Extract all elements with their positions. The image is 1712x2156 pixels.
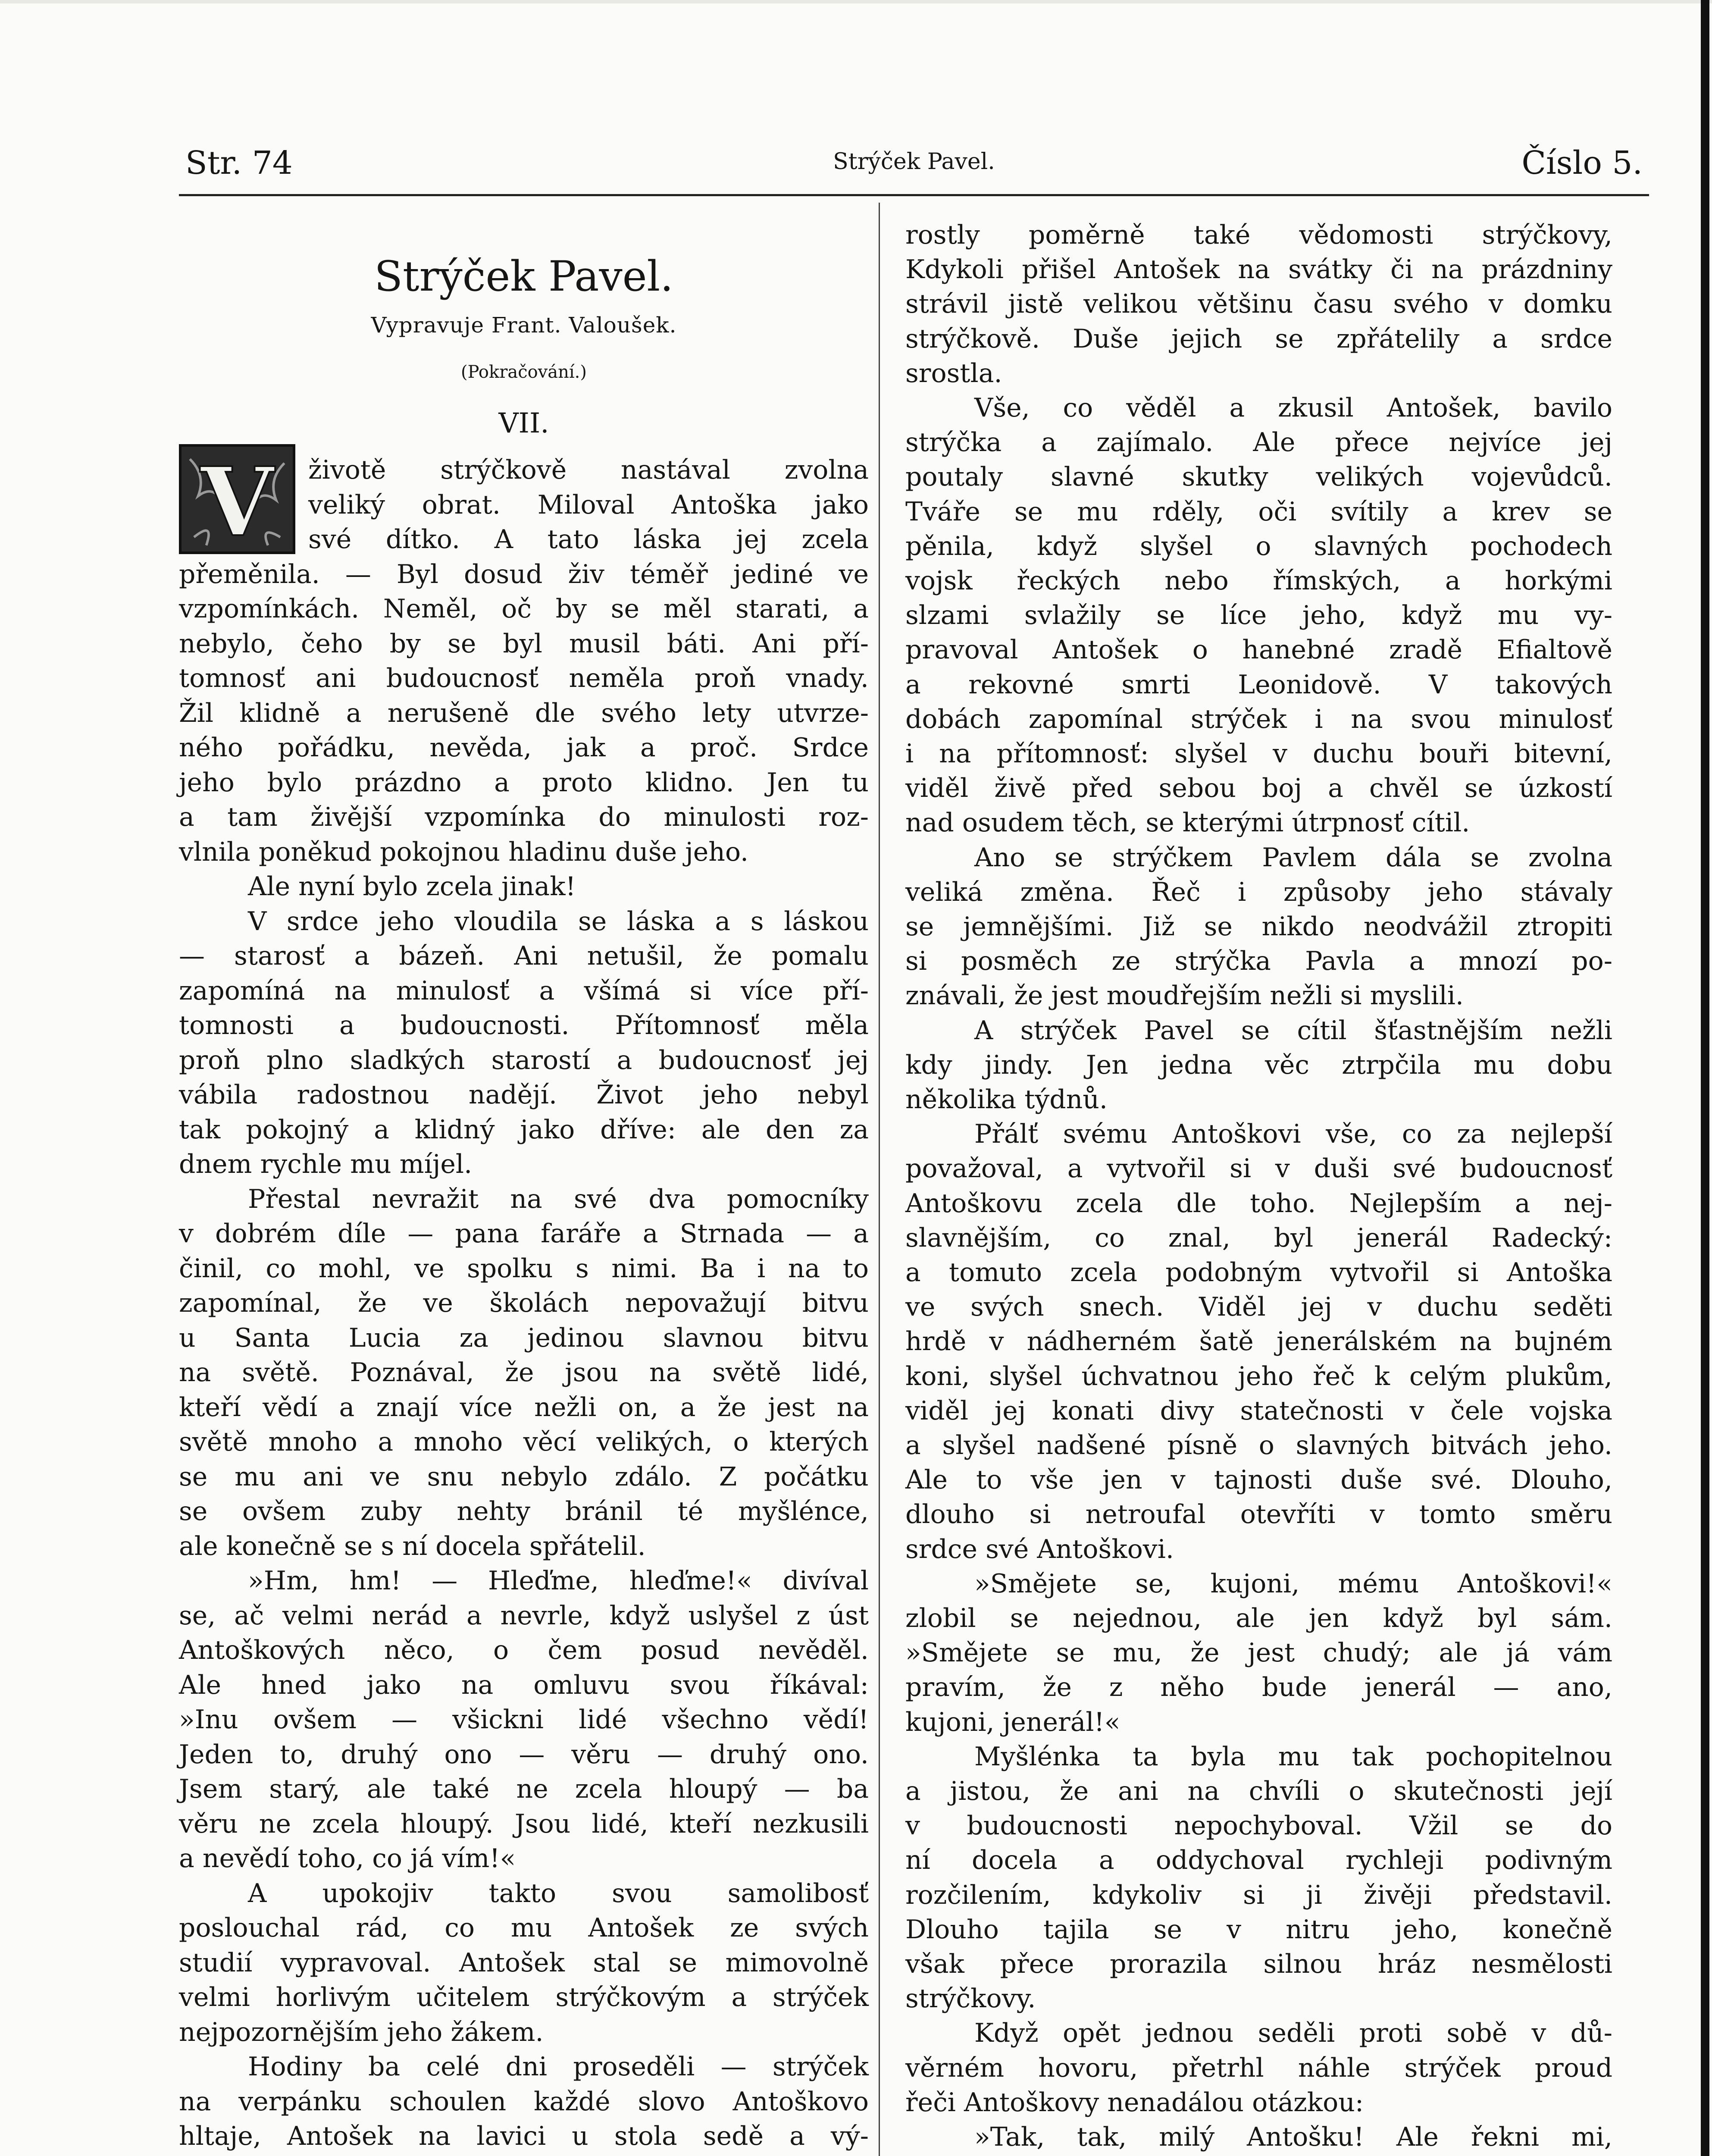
left-column [179, 0, 869, 2156]
text-line: ve svých snech. Viděl jej v duchu seděti [905, 1292, 1612, 1322]
text-line: strýčka a zajímalo. Ale přece nejvíce jej [905, 427, 1612, 458]
text-line: Hodiny ba celé dni proseděli — strýček [248, 2052, 869, 2082]
text-line: vojsk řeckých nebo římských, a horkými [905, 566, 1612, 596]
text-line: V srdce jeho vloudila se láska a s láskou [248, 906, 869, 937]
text-line: nad osudem těch, se kterými útrpnosť cítil. [905, 808, 1470, 838]
text-line: rozčilením, kdykoliv si ji živěji představil. [905, 1880, 1612, 1910]
text-line: se ovšem zuby nehty bránil té myšlénce, [179, 1496, 869, 1526]
continuation-note: (Pokračování.) [461, 362, 587, 382]
text-line [905, 2154, 1612, 2156]
text-line: Myšlénka ta byla mu tak pochopitelnou [974, 1741, 1612, 1772]
text-line: věru ne zcela hloupý. Jsou lidé, kteří nezkusili [179, 1808, 869, 1839]
text-line: Žil klidně a nerušeně dle svého lety utvrze- [179, 698, 869, 728]
text-line: Jsem starý, ale také ne zcela hloupý — ba [179, 1774, 869, 1804]
text-line: — starosť a bázeň. Ani netušil, že pomalu [179, 941, 869, 971]
text-line: Dlouho tajila se v nitru jeho, konečně [905, 1914, 1612, 1945]
text-line: Antoškových něco, o čem posud nevěděl. [179, 1635, 869, 1665]
text-line: rostly poměrně také vědomosti strýčkovy, [905, 220, 1612, 250]
text-line: viděl jej konati divy statečnosti v čele vojska [905, 1395, 1612, 1426]
text-line: zapomínal, že ve školách nepovažují bitvu [179, 1288, 869, 1318]
text-line: pěnila, když slyšel o slavných pochodech [905, 531, 1612, 561]
text-line: ní docela a oddychoval rychleji podivným [905, 1845, 1612, 1876]
text-line: A strýček Pavel se cítil šťastnějším nežli [974, 1015, 1612, 1046]
text-line: a nevědí toho, co já vím!« [179, 1843, 516, 1874]
text-line: zapomíná na minulosť a všímá si více pří- [179, 975, 869, 1006]
text-line: kteří vědí a znají více nežli on, a že jest na [179, 1392, 869, 1423]
text-line: vzpomínkách. Neměl, oč by se měl starati, a [179, 594, 869, 624]
text-line: tak pokojný a klidný jako dříve: ale den za [179, 1114, 869, 1145]
text-line: a tomuto zcela podobným vytvořil si Antoška [905, 1257, 1612, 1288]
text-line: u Santa Lucia za jedinou slavnou bitvu [179, 1322, 869, 1353]
text-line: vlnila poněkud pokojnou hladinu duše jeho. [179, 837, 749, 867]
ornamental-initial-v [182, 447, 293, 552]
text-line: srdce své Antoškovi. [905, 1534, 1174, 1564]
text-line: slavnějším, co znal, byl jenerál Radecký: [905, 1222, 1612, 1253]
text-line: Tváře se mu rděly, oči svítily a krev se [905, 496, 1612, 527]
text-line: Ano se strýčkem Pavlem dála se zvolna [974, 842, 1612, 873]
text-line: v budoucnosti nepochyboval. Vžil se do [905, 1811, 1612, 1841]
text-line: strávil jistě velikou většinu času svého v domku [905, 289, 1612, 320]
text-line: studií vypravoval. Antošek stal se mimovolně [179, 1947, 869, 1978]
text-line: si posměch ze strýčka Pavla a mnozí po- [905, 946, 1612, 977]
text-line: vábila radostnou nadějí. Život jeho nebyl [179, 1080, 869, 1110]
column-divider [879, 203, 880, 2156]
text-line: Ale nyní bylo zcela jinak! [248, 871, 576, 902]
text-line: »Inu ovšem — všickni lidé všechno vědí! [179, 1705, 869, 1735]
text-line: přeměnila. — Byl dosud živ téměř jediné ve [179, 559, 869, 589]
text-line: se jemnějšími. Již se nikdo neodvážil ztropiti [905, 912, 1612, 942]
text-line: činil, co mohl, ve spolku s nimi. Ba i na to [179, 1253, 869, 1284]
text-line: Ale to vše jen v tajnosti duše své. Dlouho, [905, 1465, 1612, 1495]
text-line: pravoval Antošek o hanebné zradě Efialtově [905, 635, 1612, 665]
text-line: tomnosti a budoucnosti. Přítomnosť měla [179, 1010, 869, 1040]
text-line: Přálť svému Antoškovi vše, co za nejlepší [974, 1119, 1612, 1150]
dropcap-letter: V [200, 447, 274, 552]
text-line: i na přítomnosť: slyšel v duchu bouři bitevní, [905, 739, 1612, 769]
text-line: viděl živě před sebou boj a chvěl se úzkostí [905, 773, 1612, 804]
text-line: Přestal nevražit na své dva pomocníky [248, 1184, 869, 1214]
text-line: proň plno sladkých starostí a budoucnosť jej [179, 1045, 869, 1075]
text-line: dlouho si netroufal otevříti v tomto směru [905, 1499, 1612, 1530]
text-line: »Tak, tak, milý Antošku! Ale řekni mi, [974, 2122, 1612, 2152]
section-number: VII. [498, 407, 549, 439]
text-line: na světě. Poznával, že jsou na světě lidé, [179, 1357, 869, 1388]
text-line: Vše, co věděl a zkusil Antošek, bavilo [974, 393, 1612, 423]
text-line: veliký obrat. Miloval Antoška jako [308, 489, 869, 520]
text-line: Když opět jednou seděli proti sobě v dů- [974, 2018, 1612, 2049]
text-line: nejpozornějším jeho žákem. [179, 2017, 544, 2047]
text-line: v dobrém díle — pana faráře a Strnada — a [179, 1219, 869, 1249]
text-line: poslouchal rád, co mu Antošek ze svých [179, 1913, 869, 1943]
text-line: nebylo, čeho by se byl musil báti. Ani pří- [179, 628, 869, 659]
text-line: srostla. [905, 358, 1002, 389]
text-line: a rekovné smrti Leonidově. V takových [905, 669, 1612, 700]
text-line: znávali, že jest moudřejším nežli si myslili. [905, 981, 1464, 1011]
text-line: tomnosť ani budoucnosť neměla proň vnady. [179, 663, 869, 693]
text-line: na verpánku schoulen každé slovo Antoškovo [179, 2086, 869, 2117]
article-byline: Vypravuje Frant. Valoušek. [371, 313, 677, 338]
text-line: a slyšel nadšené písně o slavných bitvách jeho. [905, 1430, 1612, 1460]
issue-number: Číslo 5. [1521, 144, 1643, 182]
text-line [179, 2154, 869, 2156]
text-line: A upokojiv takto svou samolibosť [248, 1878, 869, 1908]
text-line: své dítko. A tato láska jej zcela [308, 524, 869, 555]
text-line: ale konečně se s ní docela spřátelil. [179, 1531, 646, 1561]
text-line: kujoni, jenerál!« [905, 1707, 1120, 1737]
text-line: kdy jindy. Jen jedna věc ztrpčila mu dobu [905, 1050, 1612, 1080]
text-line: Antoškovu zcela dle toho. Nejlepším a nej- [905, 1188, 1612, 1219]
text-line: jeho bylo prázdno a proto klidno. Jen tu [179, 767, 869, 798]
text-line: řeči Antoškovy nenadálou otázkou: [905, 2087, 1364, 2118]
text-line: veliká změna. Řeč i způsoby jeho stávaly [905, 877, 1612, 907]
text-line: a tam živější vzpomínka do minulosti roz- [179, 802, 869, 832]
text-line: ného pořádku, nevěda, jak a proč. Srdce [179, 733, 869, 763]
page-number: Str. 74 [185, 144, 293, 182]
text-line: »Smějete se mu, že jest chudý; ale já vám [905, 1638, 1612, 1668]
text-line: hltaje, Antošek na lavici u stola sedě a vý- [179, 2121, 869, 2151]
text-line: několika týdnů. [905, 1084, 1108, 1115]
text-line: pravím, že z něho bude jenerál — ano, [905, 1672, 1612, 1703]
text-line: Jeden to, druhý ono — věru — druhý ono. [179, 1739, 869, 1770]
text-line: životě strýčkově nastával zvolna [308, 455, 869, 485]
text-line: »Hm, hm! — Hleďme, hleďme!« divíval [248, 1566, 869, 1596]
text-line: a jistou, že ani na chvíli o skutečnosti její [905, 1776, 1612, 1806]
text-line: strýčkovy. [905, 1984, 1036, 2014]
text-line: strýčkově. Duše jejich se zpřátelily a srdce [905, 323, 1612, 354]
text-line: velmi horlivým učitelem strýčkovým a strýček [179, 1982, 869, 2012]
text-line: zlobil se nejednou, ale jen když byl sám. [905, 1603, 1612, 1633]
text-line: dobách zapomínal strýček i na svou minulosť [905, 704, 1612, 734]
text-line: světě mnoho a mnoho věcí velikých, o kterých [179, 1427, 869, 1457]
text-line: poutaly slavné skutky velikých vojevůdců. [905, 462, 1612, 492]
running-title: Strýček Pavel. [833, 149, 995, 175]
text-line: koni, slyšel úchvatnou jeho řeč k celým plukům, [905, 1361, 1612, 1391]
right-column [905, 0, 1612, 2156]
dropcap-initial [179, 444, 295, 554]
text-line: »Smějete se, kujoni, mému Antoškovi!« [974, 1568, 1612, 1599]
text-line: Kdykoli přišel Antošek na svátky či na prázdniny [905, 254, 1612, 285]
article-title: Strýček Pavel. [374, 252, 673, 301]
text-line: považoval, a vytvořil si v duši své budoucnosť [905, 1153, 1612, 1184]
text-line: se, ač velmi nerád a nevrle, když uslyšel z úst [179, 1600, 869, 1631]
page-edge-right [1701, 0, 1709, 2156]
text-line: věrném hovoru, přetrhl náhle strýček proud [905, 2053, 1612, 2083]
text-line: hrdě v nádherném šatě jenerálském na bujném [905, 1326, 1612, 1357]
text-line: dnem rychle mu míjel. [179, 1149, 473, 1179]
text-line: Ale hned jako na omluvu svou říkával: [179, 1670, 869, 1700]
text-line: však přece prorazila silnou hráz nesmělosti [905, 1949, 1612, 1979]
text-line: se mu ani ve snu nebylo zdálo. Z počátku [179, 1461, 869, 1492]
text-line: slzami svlažily se líce jeho, když mu vy- [905, 600, 1612, 631]
